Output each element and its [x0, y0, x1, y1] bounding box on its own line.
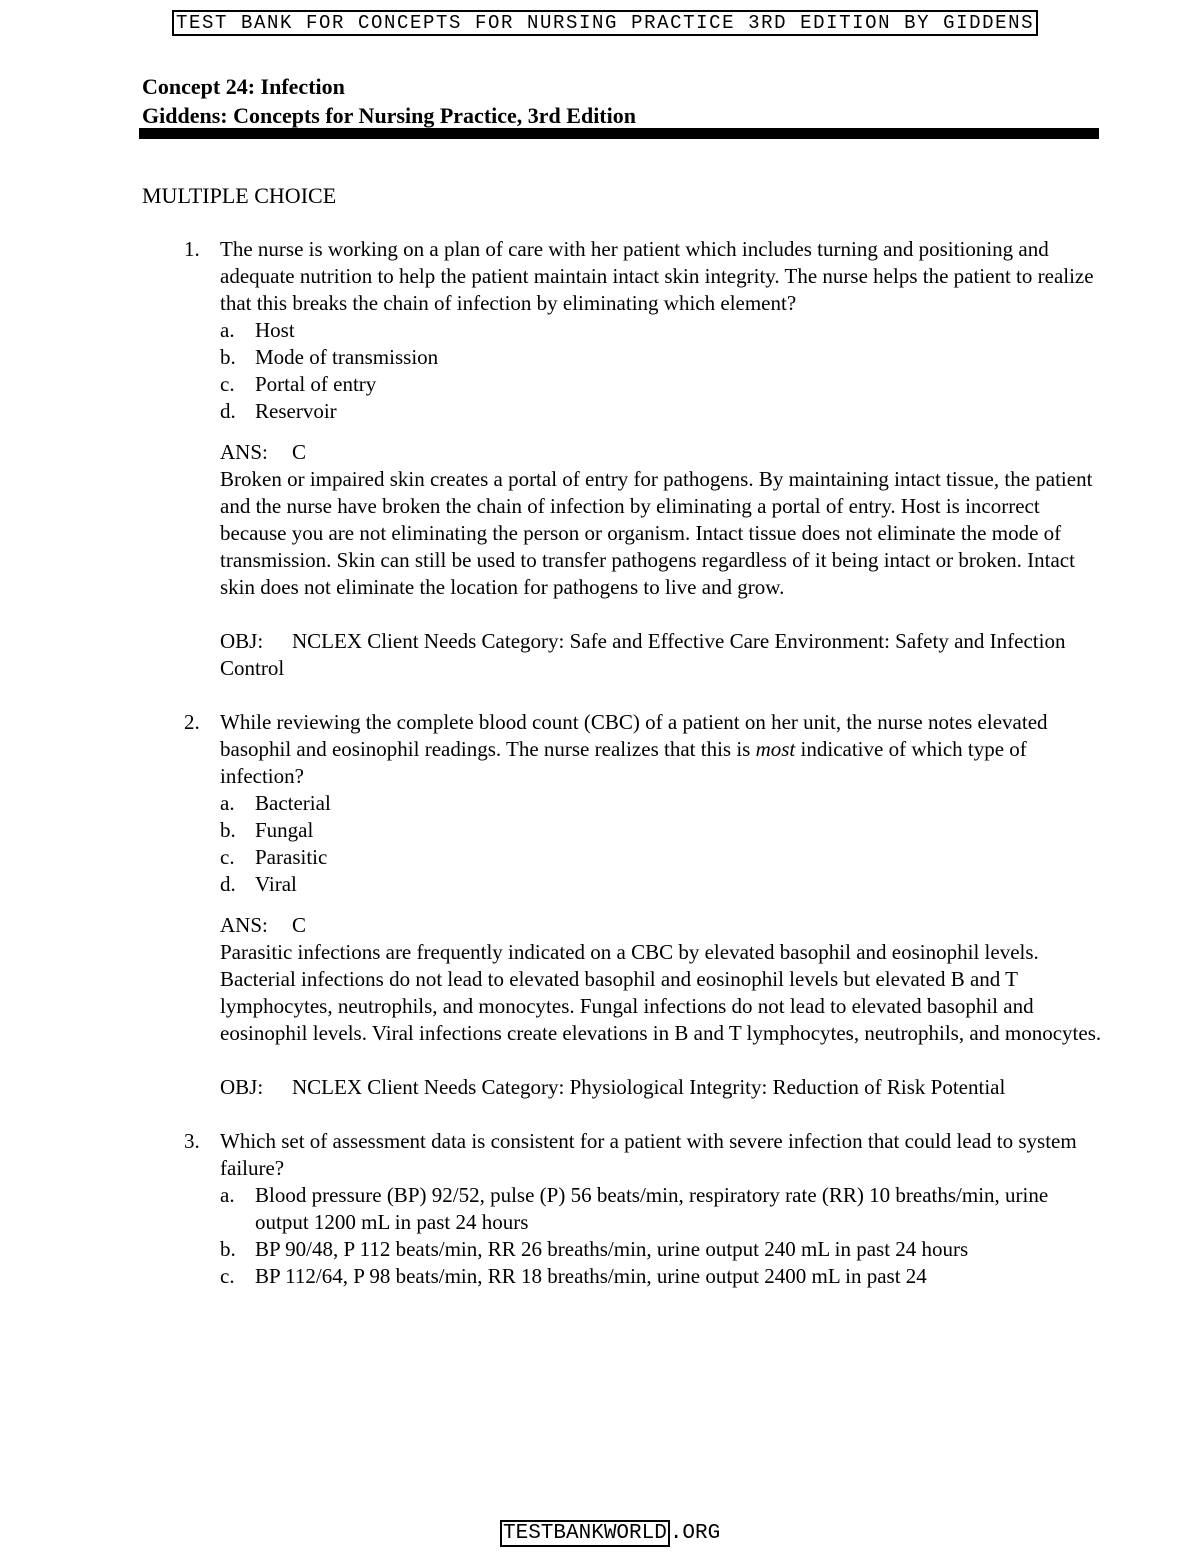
title-block — [142, 72, 1102, 130]
option-b — [220, 817, 1105, 844]
question-stem: The nurse is working on a plan of care with her patient which includes turning and positioning and adequate nutrition to help the patient maintain intact skin integrity. The nurse helps the patient to realize that this breaks the chain of infection by eliminating which element? — [220, 237, 1094, 315]
answer-line — [220, 912, 1105, 939]
option-text: Parasitic — [255, 845, 328, 869]
footer-site-name: TESTBANKWORLD — [500, 1520, 670, 1547]
stem-text: While reviewing the complete blood count (CBC) of a patient on her unit, the nurse notes elevated basophil and eosinophil readings. The nurse realizes that this is — [220, 710, 1048, 761]
option-letter: d. — [220, 872, 236, 896]
question-body — [220, 709, 1105, 1101]
answer-label: ANS: — [220, 440, 268, 464]
question-number: 1. — [184, 237, 200, 261]
option-text: Reservoir — [255, 399, 337, 423]
question-number: 3. — [184, 1129, 200, 1153]
section-heading: MULTIPLE CHOICE — [142, 183, 337, 208]
answer-label: ANS: — [220, 913, 268, 937]
objective-label: OBJ: — [220, 1075, 264, 1099]
question-3 — [0, 1128, 1200, 1290]
question-stem: Which set of assessment data is consistent for a patient with severe infection that could lead to system failure? — [220, 1129, 1077, 1180]
option-letter: b. — [220, 345, 236, 369]
option-a — [220, 1182, 1105, 1236]
answer-value: C — [292, 440, 307, 464]
option-text: Fungal — [255, 818, 314, 842]
option-b — [220, 344, 1105, 371]
question-list — [0, 236, 1200, 1317]
question-body — [220, 1128, 1105, 1290]
option-c — [220, 844, 1105, 871]
stem-text: indicative of which type of infection? — [220, 737, 1027, 788]
concept-title: Concept 24: Infection — [142, 74, 345, 99]
option-letter: c. — [220, 845, 235, 869]
objective-line — [220, 628, 1105, 682]
option-list — [220, 790, 1105, 898]
stem-emphasis: most — [755, 737, 796, 761]
option-text: Blood pressure (BP) 92/52, pulse (P) 56 beats/min, respiratory rate (RR) 10 breaths/min, urine output 1200 mL in past 24 hours — [255, 1183, 1049, 1234]
option-letter: b. — [220, 1237, 236, 1261]
title-rule — [139, 128, 1099, 139]
option-text: Bacterial — [255, 791, 331, 815]
option-a — [220, 790, 1105, 817]
question-body — [220, 236, 1105, 682]
option-text: BP 112/64, P 98 beats/min, RR 18 breaths/min, urine output 2400 mL in past 24 — [255, 1264, 927, 1288]
question-2 — [0, 709, 1200, 1101]
option-letter: a. — [220, 318, 235, 342]
answer-line — [220, 439, 1105, 466]
rationale: Broken or impaired skin creates a portal of entry for pathogens. By maintaining intact tissue, the patient and the nurse have broken the chain of infection by eliminating a portal of entry. Host is incorrect because you are not eliminating the person or organism. Intact tissue does not eliminate the mode of transmission. Skin can still be used to transfer pathogens regardless of it being intact or broken. Intact skin does not eliminate the location for pathogens to live and grow. — [220, 467, 1093, 599]
option-c — [220, 1263, 1105, 1290]
option-letter: b. — [220, 818, 236, 842]
option-d — [220, 871, 1105, 898]
option-letter: c. — [220, 1264, 235, 1288]
objective-text: NCLEX Client Needs Category: Physiological Integrity: Reduction of Risk Potential — [292, 1075, 1006, 1099]
question-stem — [220, 709, 1105, 790]
objective-label: OBJ: — [220, 629, 264, 653]
question-1 — [0, 236, 1200, 682]
question-number: 2. — [184, 710, 200, 734]
header-banner: TEST BANK FOR CONCEPTS FOR NURSING PRACTICE 3RD EDITION BY GIDDENS — [172, 10, 1038, 36]
option-letter: a. — [220, 1183, 235, 1207]
option-text: BP 90/48, P 112 beats/min, RR 26 breaths/min, urine output 240 mL in past 24 hours — [255, 1237, 969, 1261]
option-letter: a. — [220, 791, 235, 815]
option-text: Mode of transmission — [255, 345, 439, 369]
option-list — [220, 1182, 1105, 1290]
option-text: Host — [255, 318, 295, 342]
objective-line — [220, 1074, 1105, 1101]
option-text: Portal of entry — [255, 372, 377, 396]
option-letter: c. — [220, 372, 235, 396]
footer-site — [500, 1521, 720, 1547]
footer-site-suffix: .ORG — [669, 1522, 721, 1545]
objective-text: NCLEX Client Needs Category: Safe and Effective Care Environment: Safety and Infection Control — [220, 629, 1066, 680]
option-list — [220, 317, 1105, 425]
book-title: Giddens: Concepts for Nursing Practice, 3rd Edition — [142, 103, 636, 128]
option-text: Viral — [255, 872, 297, 896]
option-c — [220, 371, 1105, 398]
answer-value: C — [292, 913, 307, 937]
option-d — [220, 398, 1105, 425]
rationale: Parasitic infections are frequently indicated on a CBC by elevated basophil and eosinophil levels. Bacterial infections do not lead to elevated basophil and eosinophil levels but elevated B and T lymphocytes, neutrophils, and monocytes. Fungal infections do not lead to elevated basophil and eosinophil levels. Viral infections create elevations in B and T lymphocytes, neutrophils, and monocytes. — [220, 940, 1102, 1045]
option-b — [220, 1236, 1105, 1263]
option-letter: d. — [220, 399, 236, 423]
option-a — [220, 317, 1105, 344]
